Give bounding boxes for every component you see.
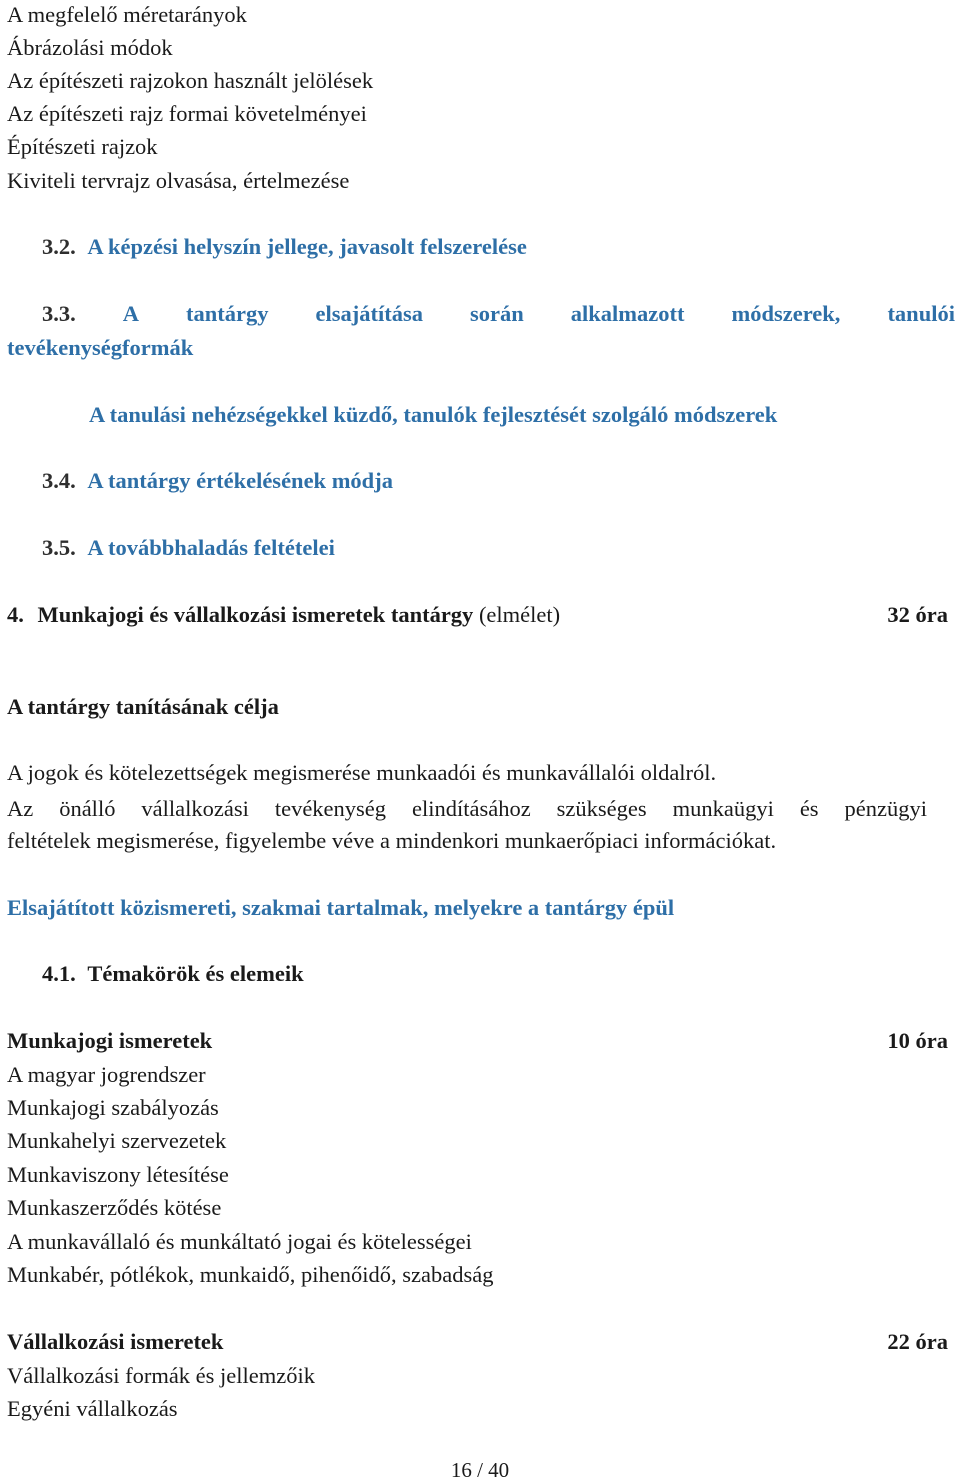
section-title: Témakörök és elemeik <box>87 961 304 986</box>
heading-word: alkalmazott <box>570 301 685 326</box>
topic-item: Munkaviszony létesítése <box>7 1162 229 1187</box>
section-heading-3-3-cont: tevékenységformák <box>7 335 194 360</box>
section-number: 4. <box>7 602 24 627</box>
section-heading-3-2 <box>42 232 527 262</box>
heading-word: A <box>122 301 139 326</box>
topic-item: Munkajogi szabályozás <box>7 1095 219 1120</box>
section-heading-3-3 <box>42 299 955 329</box>
list-item: Építészeti rajzok <box>7 134 158 159</box>
section-heading-4 <box>7 600 560 630</box>
page-number: 16 / 40 <box>450 1458 510 1482</box>
topic-item: Munkaszerződés kötése <box>7 1195 222 1220</box>
goal-heading: A tantárgy tanításának célja <box>7 694 279 719</box>
prereq-heading: Elsajátított közismereti, szakmai tartalmak, melyekre a tantárgy épül <box>7 895 675 920</box>
topic-hours: 10 óra <box>887 1028 948 1053</box>
heading-word: módszerek, <box>731 301 841 326</box>
section-number: 3.5. <box>42 535 76 560</box>
section-number: 4.1. <box>42 961 76 986</box>
section-heading-3-4 <box>42 466 393 496</box>
goal-line: A jogok és kötelezettségek megismerése munkaadói és munkavállalói oldalról. <box>7 760 717 785</box>
topic-title: Munkajogi ismeretek <box>7 1028 213 1053</box>
topic-title: Vállalkozási ismeretek <box>7 1329 224 1354</box>
heading-word: tanulói <box>887 301 955 326</box>
topic-item: Munkabér, pótlékok, munkaidő, pihenőidő, szabadság <box>7 1262 494 1287</box>
topic-hours: 22 óra <box>887 1329 948 1354</box>
section-hours: 32 óra <box>887 602 948 627</box>
section-type: (elmélet) <box>478 602 561 627</box>
heading-word: elsajátítása <box>315 301 423 326</box>
topic-item: Vállalkozási formák és jellemzőik <box>7 1363 316 1388</box>
section-title: Munkajogi és vállalkozási ismeretek tantárgy <box>37 602 474 627</box>
goal-line: Az önálló vállalkozási tevékenység elindításához szükséges munkaügyi és pénzügyi <box>7 796 927 821</box>
section-title: A képzési helyszín jellege, javasolt felszerelése <box>87 234 527 259</box>
section-number: 3.2. <box>42 234 76 259</box>
topic-item: A magyar jogrendszer <box>7 1062 206 1087</box>
section-title: A továbbhaladás feltételei <box>87 535 335 560</box>
goal-line: feltételek megismerése, figyelembe véve a mindenkori munkaerőpiaci információkat. <box>7 828 777 853</box>
section-title: A tantárgy értékelésének módja <box>87 468 393 493</box>
topic-item: Munkahelyi szervezetek <box>7 1128 227 1153</box>
list-item: Az építészeti rajzokon használt jelölések <box>7 68 374 93</box>
list-item: Az építészeti rajz formai követelményei <box>7 101 367 126</box>
topic-item: Egyéni vállalkozás <box>7 1396 178 1421</box>
section-heading-3-5 <box>42 533 335 563</box>
list-item: A megfelelő méretarányok <box>7 2 247 27</box>
topic-item: A munkavállaló és munkáltató jogai és kötelességei <box>7 1229 472 1254</box>
subsection-heading: A tanulási nehézségekkel küzdő, tanulók fejlesztését szolgáló módszerek <box>89 402 778 427</box>
section-heading-4-1 <box>42 959 304 989</box>
list-item: Ábrázolási módok <box>7 35 173 60</box>
heading-word: tantárgy <box>186 301 269 326</box>
list-item: Kiviteli tervrajz olvasása, értelmezése <box>7 168 350 193</box>
heading-word: során <box>469 301 524 326</box>
section-number: 3.4. <box>42 468 76 493</box>
section-number: 3.3. <box>42 301 76 326</box>
